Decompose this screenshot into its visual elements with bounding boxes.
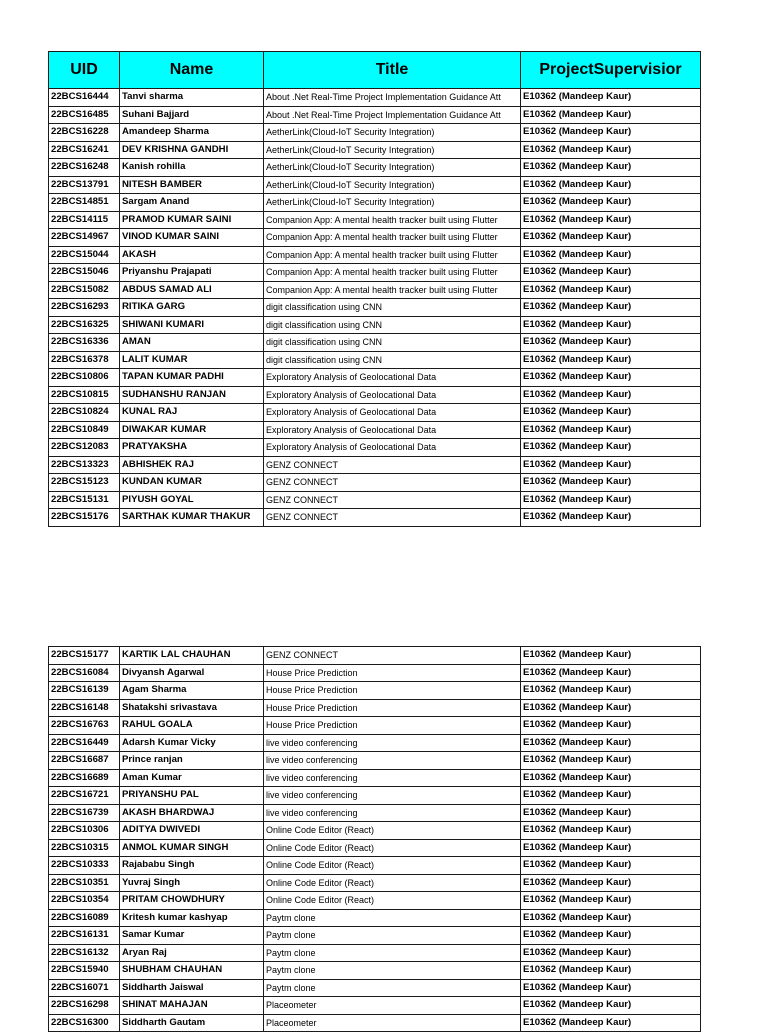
table-row bbox=[49, 717, 701, 735]
name-cell: Prince ranjan bbox=[120, 752, 264, 770]
project-table-2 bbox=[48, 646, 701, 1032]
title-cell: Placeometer bbox=[264, 997, 521, 1015]
name-cell: KUNAL RAJ bbox=[120, 404, 264, 422]
supervisor-cell: E10362 (Mandeep Kaur) bbox=[521, 892, 701, 910]
name-cell: Tanvi sharma bbox=[120, 89, 264, 107]
table-row bbox=[49, 962, 701, 980]
name-cell: RAHUL GOALA bbox=[120, 717, 264, 735]
name-cell: Kritesh kumar kashyap bbox=[120, 909, 264, 927]
title-cell: live video conferencing bbox=[264, 752, 521, 770]
uid-cell: 22BCS16336 bbox=[49, 334, 120, 352]
name-cell: LALIT KUMAR bbox=[120, 351, 264, 369]
uid-cell: 22BCS16449 bbox=[49, 734, 120, 752]
uid-cell: 22BCS12083 bbox=[49, 439, 120, 457]
uid-cell: 22BCS16148 bbox=[49, 699, 120, 717]
name-cell: SUDHANSHU RANJAN bbox=[120, 386, 264, 404]
name-cell: Amandeep Sharma bbox=[120, 124, 264, 142]
name-cell: Agam Sharma bbox=[120, 682, 264, 700]
table-row bbox=[49, 997, 701, 1015]
supervisor-cell: E10362 (Mandeep Kaur) bbox=[521, 787, 701, 805]
uid-cell: 22BCS10824 bbox=[49, 404, 120, 422]
name-cell: PRATYAKSHA bbox=[120, 439, 264, 457]
supervisor-cell: E10362 (Mandeep Kaur) bbox=[521, 664, 701, 682]
supervisor-cell: E10362 (Mandeep Kaur) bbox=[521, 89, 701, 107]
table-row bbox=[49, 822, 701, 840]
table-row bbox=[49, 456, 701, 474]
supervisor-cell: E10362 (Mandeep Kaur) bbox=[521, 509, 701, 527]
header-uid: UID bbox=[49, 52, 120, 89]
table-row bbox=[49, 421, 701, 439]
uid-cell: 22BCS16739 bbox=[49, 804, 120, 822]
name-cell: SHINAT MAHAJAN bbox=[120, 997, 264, 1015]
title-cell: Companion App: A mental health tracker built using Flutter bbox=[264, 229, 521, 247]
supervisor-cell: E10362 (Mandeep Kaur) bbox=[521, 769, 701, 787]
uid-cell: 22BCS16089 bbox=[49, 909, 120, 927]
uid-cell: 22BCS16071 bbox=[49, 979, 120, 997]
supervisor-cell: E10362 (Mandeep Kaur) bbox=[521, 106, 701, 124]
title-cell: Online Code Editor (React) bbox=[264, 874, 521, 892]
title-cell: digit classification using CNN bbox=[264, 299, 521, 317]
name-cell: Rajababu Singh bbox=[120, 857, 264, 875]
supervisor-cell: E10362 (Mandeep Kaur) bbox=[521, 351, 701, 369]
header-title: Title bbox=[264, 52, 521, 89]
header-name: Name bbox=[120, 52, 264, 89]
name-cell: RITIKA GARG bbox=[120, 299, 264, 317]
uid-cell: 22BCS16687 bbox=[49, 752, 120, 770]
uid-cell: 22BCS16378 bbox=[49, 351, 120, 369]
supervisor-cell: E10362 (Mandeep Kaur) bbox=[521, 211, 701, 229]
supervisor-cell: E10362 (Mandeep Kaur) bbox=[521, 962, 701, 980]
name-cell: ADITYA DWIVEDI bbox=[120, 822, 264, 840]
supervisor-cell: E10362 (Mandeep Kaur) bbox=[521, 439, 701, 457]
supervisor-cell: E10362 (Mandeep Kaur) bbox=[521, 822, 701, 840]
title-cell: House Price Prediction bbox=[264, 682, 521, 700]
table-row bbox=[49, 316, 701, 334]
uid-cell: 22BCS13791 bbox=[49, 176, 120, 194]
name-cell: TAPAN KUMAR PADHI bbox=[120, 369, 264, 387]
title-cell: GENZ CONNECT bbox=[264, 474, 521, 492]
supervisor-cell: E10362 (Mandeep Kaur) bbox=[521, 386, 701, 404]
title-cell: GENZ CONNECT bbox=[264, 456, 521, 474]
uid-cell: 22BCS10815 bbox=[49, 386, 120, 404]
table-row bbox=[49, 176, 701, 194]
uid-cell: 22BCS10351 bbox=[49, 874, 120, 892]
title-cell: Paytm clone bbox=[264, 927, 521, 945]
title-cell: Online Code Editor (React) bbox=[264, 839, 521, 857]
name-cell: Adarsh Kumar Vicky bbox=[120, 734, 264, 752]
table-row bbox=[49, 804, 701, 822]
name-cell: AKASH bbox=[120, 246, 264, 264]
title-cell: Placeometer bbox=[264, 1014, 521, 1032]
uid-cell: 22BCS15176 bbox=[49, 509, 120, 527]
uid-cell: 22BCS16084 bbox=[49, 664, 120, 682]
table-row bbox=[49, 299, 701, 317]
table-row bbox=[49, 491, 701, 509]
table-body-1 bbox=[49, 89, 701, 527]
uid-cell: 22BCS16485 bbox=[49, 106, 120, 124]
title-cell: live video conferencing bbox=[264, 769, 521, 787]
table-row bbox=[49, 944, 701, 962]
table-row bbox=[49, 124, 701, 142]
table-row bbox=[49, 682, 701, 700]
uid-cell: 22BCS16293 bbox=[49, 299, 120, 317]
table-row bbox=[49, 439, 701, 457]
table-row bbox=[49, 664, 701, 682]
name-cell: SARTHAK KUMAR THAKUR bbox=[120, 509, 264, 527]
supervisor-cell: E10362 (Mandeep Kaur) bbox=[521, 874, 701, 892]
title-cell: Exploratory Analysis of Geolocational Data bbox=[264, 421, 521, 439]
supervisor-cell: E10362 (Mandeep Kaur) bbox=[521, 124, 701, 142]
title-cell: Companion App: A mental health tracker built using Flutter bbox=[264, 281, 521, 299]
name-cell: Priyanshu Prajapati bbox=[120, 264, 264, 282]
name-cell: PRAMOD KUMAR SAINI bbox=[120, 211, 264, 229]
uid-cell: 22BCS15131 bbox=[49, 491, 120, 509]
uid-cell: 22BCS15082 bbox=[49, 281, 120, 299]
supervisor-cell: E10362 (Mandeep Kaur) bbox=[521, 734, 701, 752]
uid-cell: 22BCS10806 bbox=[49, 369, 120, 387]
uid-cell: 22BCS16721 bbox=[49, 787, 120, 805]
title-cell: Paytm clone bbox=[264, 909, 521, 927]
supervisor-cell: E10362 (Mandeep Kaur) bbox=[521, 176, 701, 194]
supervisor-cell: E10362 (Mandeep Kaur) bbox=[521, 699, 701, 717]
supervisor-cell: E10362 (Mandeep Kaur) bbox=[521, 997, 701, 1015]
table-row bbox=[49, 386, 701, 404]
uid-cell: 22BCS16139 bbox=[49, 682, 120, 700]
table-row bbox=[49, 281, 701, 299]
supervisor-cell: E10362 (Mandeep Kaur) bbox=[521, 944, 701, 962]
name-cell: KUNDAN KUMAR bbox=[120, 474, 264, 492]
table-row bbox=[49, 927, 701, 945]
uid-cell: 22BCS10354 bbox=[49, 892, 120, 910]
supervisor-cell: E10362 (Mandeep Kaur) bbox=[521, 717, 701, 735]
supervisor-cell: E10362 (Mandeep Kaur) bbox=[521, 647, 701, 665]
uid-cell: 22BCS15940 bbox=[49, 962, 120, 980]
table-row bbox=[49, 404, 701, 422]
table-row bbox=[49, 211, 701, 229]
supervisor-cell: E10362 (Mandeep Kaur) bbox=[521, 1014, 701, 1032]
name-cell: DEV KRISHNA GANDHI bbox=[120, 141, 264, 159]
uid-cell: 22BCS13323 bbox=[49, 456, 120, 474]
table-row bbox=[49, 857, 701, 875]
supervisor-cell: E10362 (Mandeep Kaur) bbox=[521, 804, 701, 822]
table-row bbox=[49, 194, 701, 212]
title-cell: digit classification using CNN bbox=[264, 351, 521, 369]
supervisor-cell: E10362 (Mandeep Kaur) bbox=[521, 857, 701, 875]
uid-cell: 22BCS16132 bbox=[49, 944, 120, 962]
title-cell: House Price Prediction bbox=[264, 699, 521, 717]
name-cell: AKASH BHARDWAJ bbox=[120, 804, 264, 822]
name-cell: Divyansh Agarwal bbox=[120, 664, 264, 682]
title-cell: Online Code Editor (React) bbox=[264, 857, 521, 875]
name-cell: SHIWANI KUMARI bbox=[120, 316, 264, 334]
name-cell: VINOD KUMAR SAINI bbox=[120, 229, 264, 247]
table-row bbox=[49, 229, 701, 247]
title-cell: live video conferencing bbox=[264, 734, 521, 752]
title-cell: About .Net Real-Time Project Implementation Guidance Att bbox=[264, 89, 521, 107]
table-row bbox=[49, 874, 701, 892]
uid-cell: 22BCS15177 bbox=[49, 647, 120, 665]
title-cell: GENZ CONNECT bbox=[264, 647, 521, 665]
title-cell: Companion App: A mental health tracker built using Flutter bbox=[264, 264, 521, 282]
uid-cell: 22BCS16763 bbox=[49, 717, 120, 735]
title-cell: live video conferencing bbox=[264, 787, 521, 805]
uid-cell: 22BCS10306 bbox=[49, 822, 120, 840]
title-cell: digit classification using CNN bbox=[264, 316, 521, 334]
table-row bbox=[49, 892, 701, 910]
supervisor-cell: E10362 (Mandeep Kaur) bbox=[521, 246, 701, 264]
supervisor-cell: E10362 (Mandeep Kaur) bbox=[521, 141, 701, 159]
uid-cell: 22BCS14851 bbox=[49, 194, 120, 212]
name-cell: ABDUS SAMAD ALI bbox=[120, 281, 264, 299]
title-cell: Exploratory Analysis of Geolocational Data bbox=[264, 404, 521, 422]
title-cell: GENZ CONNECT bbox=[264, 491, 521, 509]
table-row bbox=[49, 141, 701, 159]
supervisor-cell: E10362 (Mandeep Kaur) bbox=[521, 909, 701, 927]
supervisor-cell: E10362 (Mandeep Kaur) bbox=[521, 264, 701, 282]
name-cell: NITESH BAMBER bbox=[120, 176, 264, 194]
title-cell: Companion App: A mental health tracker built using Flutter bbox=[264, 211, 521, 229]
title-cell: Online Code Editor (React) bbox=[264, 822, 521, 840]
supervisor-cell: E10362 (Mandeep Kaur) bbox=[521, 456, 701, 474]
table-row bbox=[49, 839, 701, 857]
supervisor-cell: E10362 (Mandeep Kaur) bbox=[521, 281, 701, 299]
supervisor-cell: E10362 (Mandeep Kaur) bbox=[521, 752, 701, 770]
title-cell: Paytm clone bbox=[264, 979, 521, 997]
table-row bbox=[49, 159, 701, 177]
supervisor-cell: E10362 (Mandeep Kaur) bbox=[521, 927, 701, 945]
name-cell: Siddharth Gautam bbox=[120, 1014, 264, 1032]
table-row bbox=[49, 474, 701, 492]
uid-cell: 22BCS16298 bbox=[49, 997, 120, 1015]
table-row bbox=[49, 647, 701, 665]
name-cell: Samar Kumar bbox=[120, 927, 264, 945]
title-cell: Exploratory Analysis of Geolocational Data bbox=[264, 369, 521, 387]
table-row bbox=[49, 351, 701, 369]
title-cell: House Price Prediction bbox=[264, 717, 521, 735]
title-cell: Exploratory Analysis of Geolocational Data bbox=[264, 386, 521, 404]
title-cell: Paytm clone bbox=[264, 944, 521, 962]
table-row bbox=[49, 264, 701, 282]
table-row bbox=[49, 106, 701, 124]
uid-cell: 22BCS16689 bbox=[49, 769, 120, 787]
supervisor-cell: E10362 (Mandeep Kaur) bbox=[521, 316, 701, 334]
uid-cell: 22BCS14115 bbox=[49, 211, 120, 229]
uid-cell: 22BCS15046 bbox=[49, 264, 120, 282]
name-cell: Siddharth Jaiswal bbox=[120, 979, 264, 997]
name-cell: Shatakshi srivastava bbox=[120, 699, 264, 717]
title-cell: AetherLink(Cloud-IoT Security Integration) bbox=[264, 141, 521, 159]
supervisor-cell: E10362 (Mandeep Kaur) bbox=[521, 404, 701, 422]
name-cell: AMAN bbox=[120, 334, 264, 352]
table-row bbox=[49, 734, 701, 752]
supervisor-cell: E10362 (Mandeep Kaur) bbox=[521, 839, 701, 857]
name-cell: Aman Kumar bbox=[120, 769, 264, 787]
table-row bbox=[49, 699, 701, 717]
supervisor-cell: E10362 (Mandeep Kaur) bbox=[521, 159, 701, 177]
supervisor-cell: E10362 (Mandeep Kaur) bbox=[521, 474, 701, 492]
name-cell: Yuvraj Singh bbox=[120, 874, 264, 892]
uid-cell: 22BCS16131 bbox=[49, 927, 120, 945]
name-cell: PRIYANSHU PAL bbox=[120, 787, 264, 805]
title-cell: Exploratory Analysis of Geolocational Data bbox=[264, 439, 521, 457]
uid-cell: 22BCS16325 bbox=[49, 316, 120, 334]
table-header bbox=[49, 52, 701, 89]
table-body-2 bbox=[49, 647, 701, 1032]
table-row bbox=[49, 769, 701, 787]
title-cell: AetherLink(Cloud-IoT Security Integration) bbox=[264, 176, 521, 194]
supervisor-cell: E10362 (Mandeep Kaur) bbox=[521, 421, 701, 439]
name-cell: PRITAM CHOWDHURY bbox=[120, 892, 264, 910]
table-row bbox=[49, 246, 701, 264]
name-cell: ABHISHEK RAJ bbox=[120, 456, 264, 474]
supervisor-cell: E10362 (Mandeep Kaur) bbox=[521, 334, 701, 352]
name-cell: SHUBHAM CHAUHAN bbox=[120, 962, 264, 980]
title-cell: House Price Prediction bbox=[264, 664, 521, 682]
table-row bbox=[49, 909, 701, 927]
title-cell: live video conferencing bbox=[264, 804, 521, 822]
uid-cell: 22BCS15044 bbox=[49, 246, 120, 264]
table-row bbox=[49, 369, 701, 387]
table-row bbox=[49, 89, 701, 107]
name-cell: Aryan Raj bbox=[120, 944, 264, 962]
name-cell: Kanish rohilla bbox=[120, 159, 264, 177]
title-cell: GENZ CONNECT bbox=[264, 509, 521, 527]
project-table-1 bbox=[48, 51, 701, 527]
name-cell: ANMOL KUMAR SINGH bbox=[120, 839, 264, 857]
uid-cell: 22BCS16241 bbox=[49, 141, 120, 159]
table-row bbox=[49, 787, 701, 805]
table-row bbox=[49, 979, 701, 997]
uid-cell: 22BCS15123 bbox=[49, 474, 120, 492]
uid-cell: 22BCS10315 bbox=[49, 839, 120, 857]
title-cell: About .Net Real-Time Project Implementation Guidance Att bbox=[264, 106, 521, 124]
table-row bbox=[49, 1014, 701, 1032]
supervisor-cell: E10362 (Mandeep Kaur) bbox=[521, 194, 701, 212]
supervisor-cell: E10362 (Mandeep Kaur) bbox=[521, 491, 701, 509]
table-row bbox=[49, 509, 701, 527]
supervisor-cell: E10362 (Mandeep Kaur) bbox=[521, 682, 701, 700]
name-cell: Sargam Anand bbox=[120, 194, 264, 212]
title-cell: AetherLink(Cloud-IoT Security Integration) bbox=[264, 124, 521, 142]
uid-cell: 22BCS16300 bbox=[49, 1014, 120, 1032]
supervisor-cell: E10362 (Mandeep Kaur) bbox=[521, 979, 701, 997]
title-cell: Paytm clone bbox=[264, 962, 521, 980]
uid-cell: 22BCS16248 bbox=[49, 159, 120, 177]
title-cell: Companion App: A mental health tracker built using Flutter bbox=[264, 246, 521, 264]
name-cell: KARTIK LAL CHAUHAN bbox=[120, 647, 264, 665]
uid-cell: 22BCS16444 bbox=[49, 89, 120, 107]
title-cell: digit classification using CNN bbox=[264, 334, 521, 352]
uid-cell: 22BCS14967 bbox=[49, 229, 120, 247]
name-cell: PIYUSH GOYAL bbox=[120, 491, 264, 509]
name-cell: DIWAKAR KUMAR bbox=[120, 421, 264, 439]
uid-cell: 22BCS10849 bbox=[49, 421, 120, 439]
title-cell: Online Code Editor (React) bbox=[264, 892, 521, 910]
supervisor-cell: E10362 (Mandeep Kaur) bbox=[521, 369, 701, 387]
table-row bbox=[49, 334, 701, 352]
supervisor-cell: E10362 (Mandeep Kaur) bbox=[521, 229, 701, 247]
supervisor-cell: E10362 (Mandeep Kaur) bbox=[521, 299, 701, 317]
uid-cell: 22BCS16228 bbox=[49, 124, 120, 142]
title-cell: AetherLink(Cloud-IoT Security Integration) bbox=[264, 194, 521, 212]
header-row bbox=[49, 52, 701, 89]
table-row bbox=[49, 752, 701, 770]
name-cell: Suhani Bajjard bbox=[120, 106, 264, 124]
uid-cell: 22BCS10333 bbox=[49, 857, 120, 875]
header-supervisor: ProjectSupervisior bbox=[521, 52, 701, 89]
title-cell: AetherLink(Cloud-IoT Security Integration) bbox=[264, 159, 521, 177]
